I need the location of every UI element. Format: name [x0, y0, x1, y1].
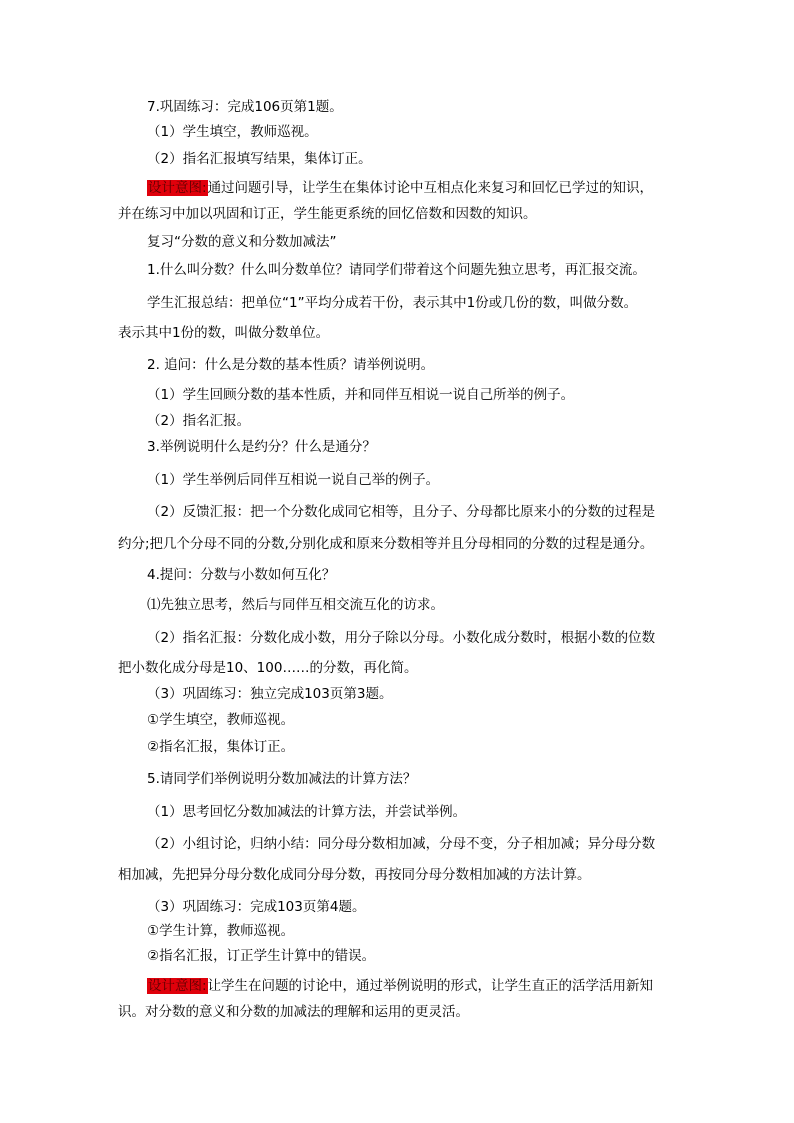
paragraph-line: 把小数化成分母是10、100……的分数，再化简。 [118, 660, 418, 676]
paragraph-line: ①学生填空，教师巡视。 [147, 712, 295, 728]
paragraph-line: （2）指名汇报。 [147, 413, 251, 429]
paragraph-line: 4.提问：分数与小数如何互化？ [147, 567, 336, 583]
paragraph-line: （2）小组讨论，归纳小结：同分母分数相加减，分母不变，分子相加减；异分母分数 [147, 836, 656, 852]
paragraph-text: 通过问题引导，让学生在集体讨论中互相点化来复习和回忆已学过的知识， [207, 180, 654, 196]
paragraph-line: ②指名汇报，集体订正。 [147, 739, 295, 755]
paragraph-line: （3）巩固练习：完成103页第4题。 [147, 899, 366, 915]
paragraph-line: 2. 追问：什么是分数的基本性质？请举例说明。 [147, 357, 435, 373]
paragraph-line: （3）巩固练习：独立完成103页第3题。 [147, 686, 393, 702]
paragraph-line: 5.请同学们举例说明分数加减法的计算方法？ [147, 771, 417, 787]
paragraph-line: 并在练习中加以巩固和订正，学生能更系统的回忆倍数和因数的知识。 [118, 206, 537, 222]
paragraph-line: ②指名汇报，订正学生计算中的错误。 [147, 948, 376, 964]
section-heading: 复习“分数的意义和分数加减法” [147, 234, 337, 250]
paragraph-line: （2）指名汇报填写结果，集体订正。 [147, 151, 372, 167]
paragraph-line: ⑴先独立思考，然后与同伴互相交流互化的访求。 [147, 597, 444, 613]
paragraph-line: 1.什么叫分数？什么叫分数单位？请同学们带着这个问题先独立思考，再汇报交流。 [147, 262, 646, 278]
paragraph-line: 约分;把几个分母不同的分数,分别化成和原来分数相等并且分母相同的分数的过程是通分。 [118, 536, 654, 552]
paragraph-line: （1）学生填空，教师巡视。 [147, 124, 318, 140]
paragraph-line: （2）反馈汇报：把一个分数化成同它相等，且分子、分母都比原来小的分数的过程是 [147, 504, 656, 520]
design-intent-line [147, 975, 717, 997]
paragraph-line: （1）学生举例后同伴互相说一说自己举的例子。 [147, 472, 440, 488]
design-intent-line [147, 177, 717, 199]
paragraph-line: 表示其中1份的数，叫做分数单位。 [118, 325, 330, 341]
paragraph-line: 识。对分数的意义和分数的加减法的理解和运用的更灵活。 [118, 1004, 469, 1020]
paragraph-line: （1）思考回忆分数加减法的计算方法，并尝试举例。 [147, 804, 467, 820]
paragraph-line: （1）学生回顾分数的基本性质，并和同伴互相说一说自己所举的例子。 [147, 387, 575, 403]
design-intent-tag: 设计意图: [148, 978, 207, 994]
paragraph-text: 让学生在问题的讨论中，通过举例说明的形式，让学生直正的活学活用新知 [207, 978, 654, 994]
paragraph-line: 3.举例说明什么是约分？什么是通分？ [147, 439, 376, 455]
paragraph-line: 学生汇报总结：把单位“1”平均分成若干份，表示其中1份或几份的数，叫做分数。 [147, 295, 638, 311]
paragraph-line: ①学生计算，教师巡视。 [147, 923, 295, 939]
paragraph-line: （2）指名汇报：分数化成小数，用分子除以分母。小数化成分数时，根据小数的位数 [147, 630, 656, 646]
paragraph-line: 相加减，先把异分母分数化成同分母分数，再按同分母分数相加减的方法计算。 [118, 867, 591, 883]
paragraph-line: 7.巩固练习：完成106页第1题。 [147, 99, 343, 115]
design-intent-tag: 设计意图: [148, 180, 207, 196]
